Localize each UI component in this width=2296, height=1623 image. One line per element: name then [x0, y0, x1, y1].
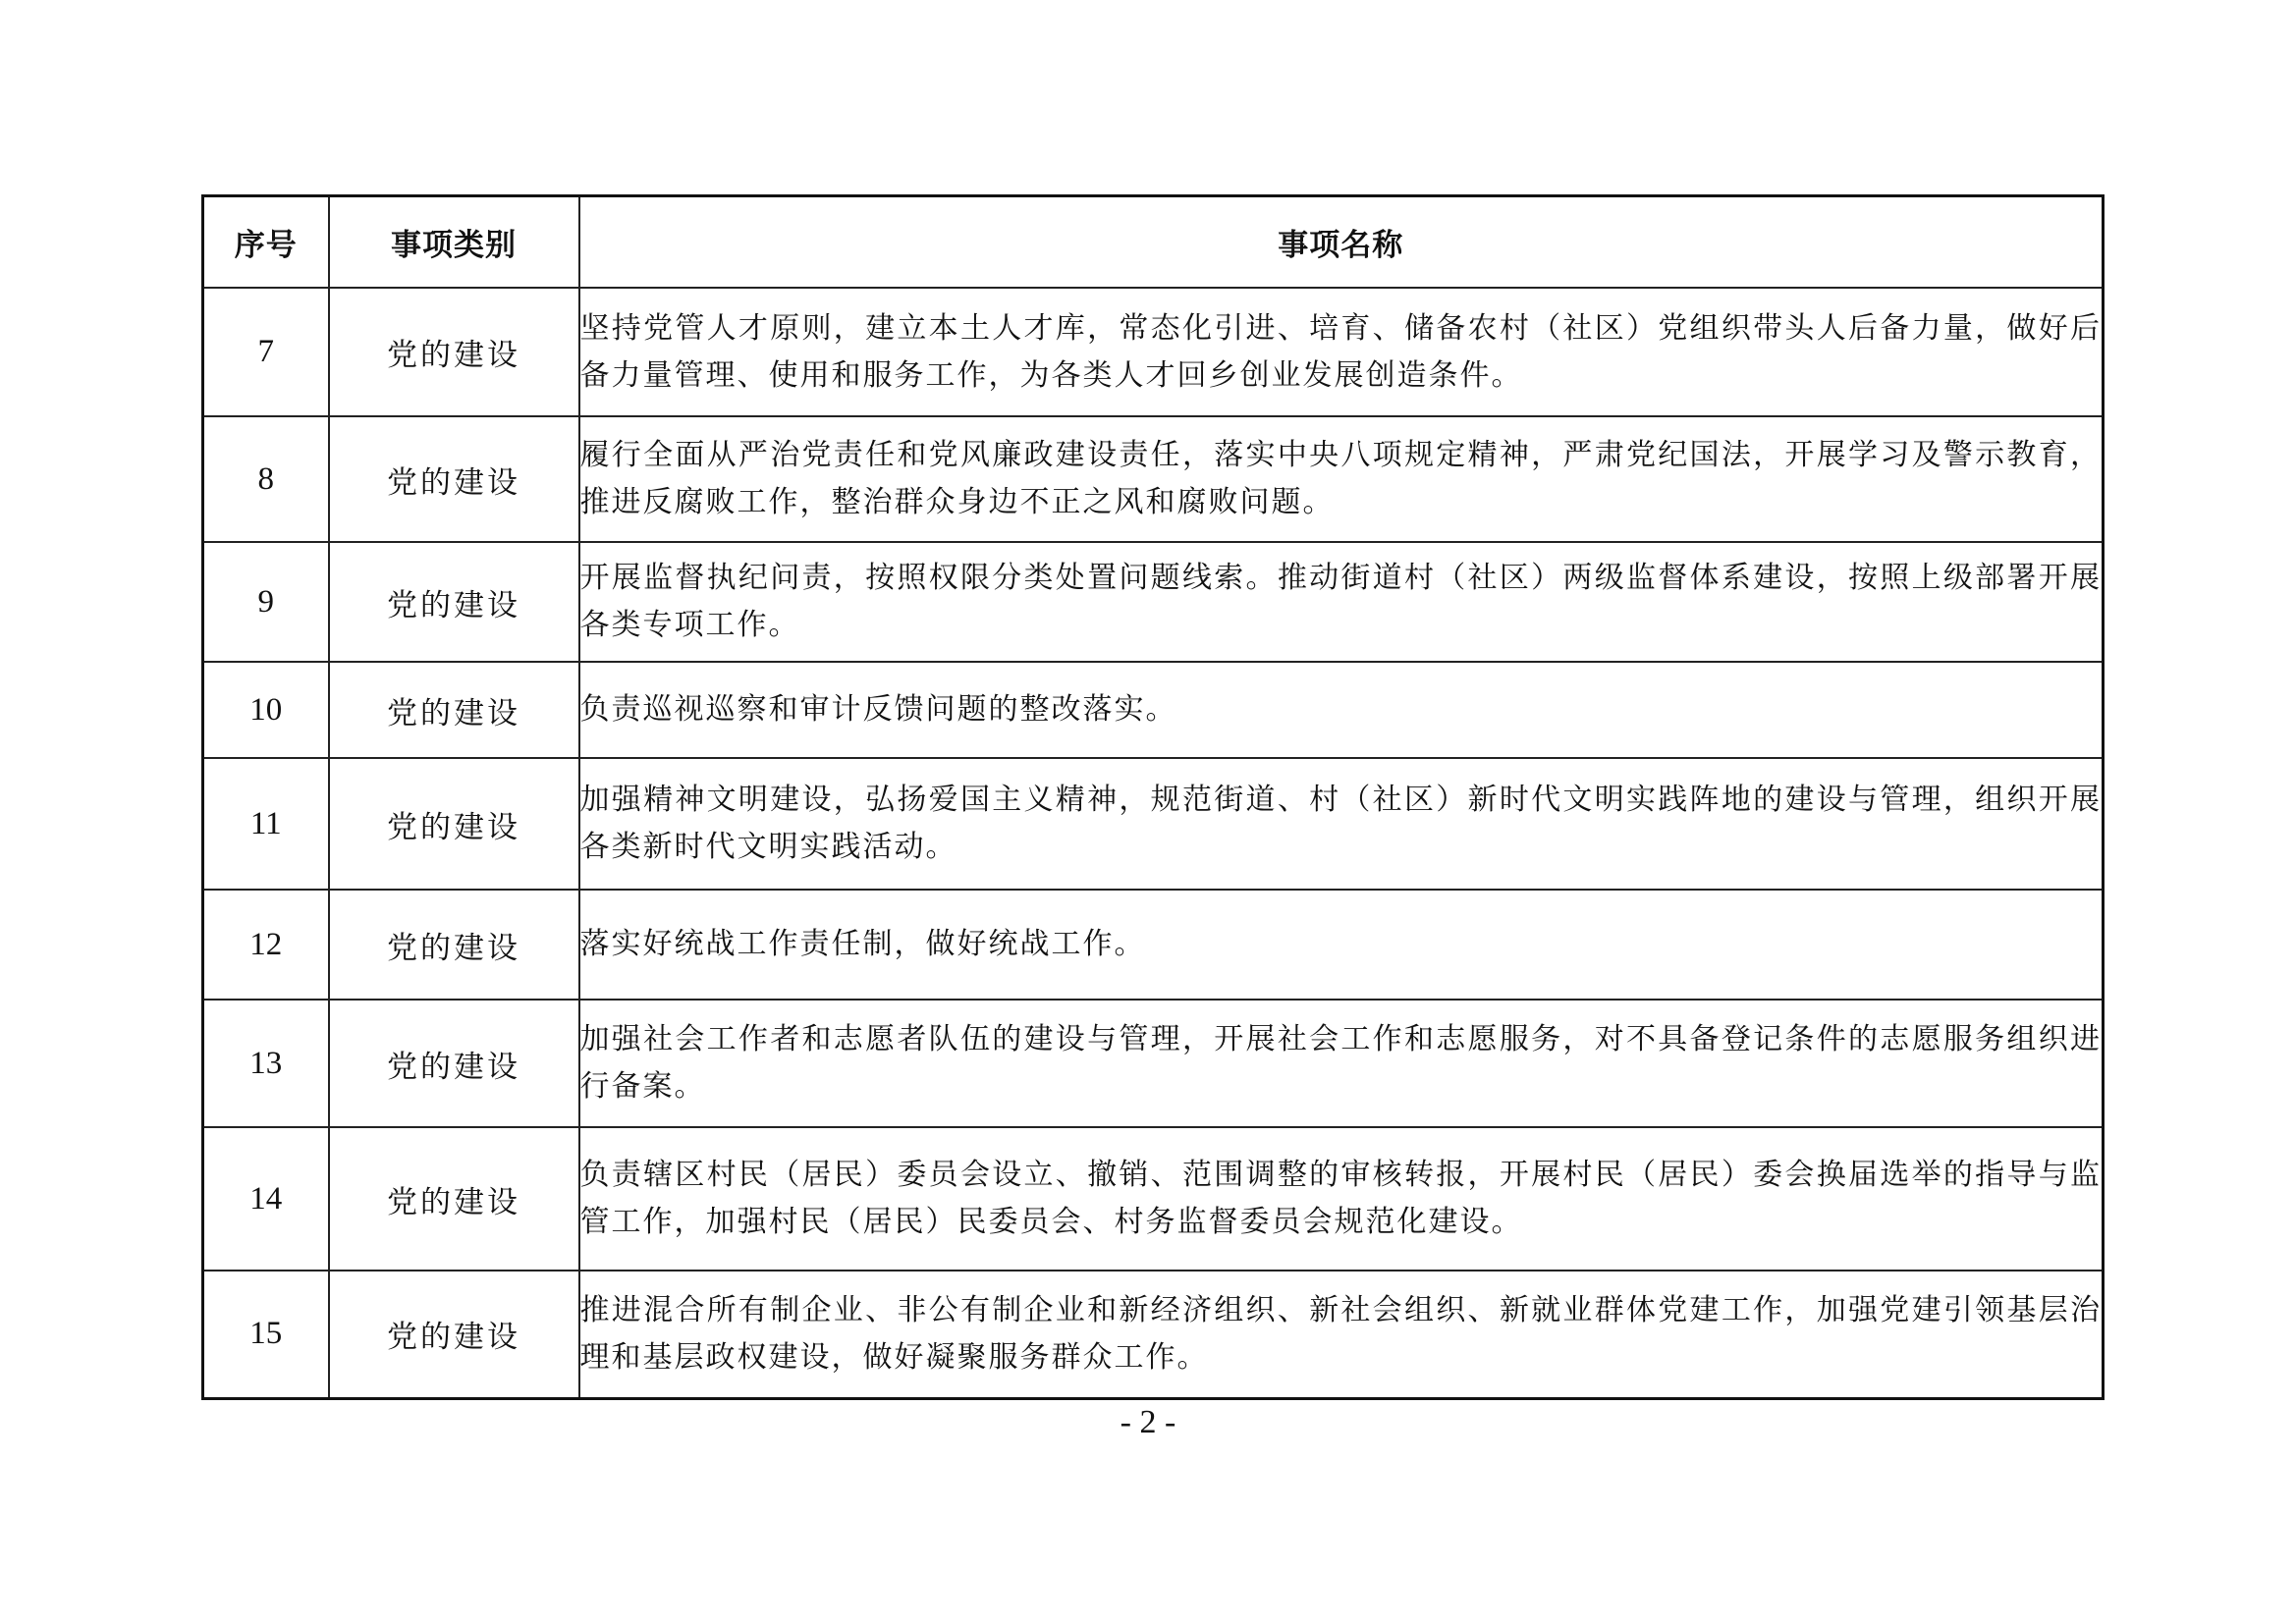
table-row [203, 890, 2104, 1000]
row-name: 落实好统战工作责任制，做好统战工作。 [579, 890, 2104, 1000]
table-row [203, 1000, 2104, 1127]
table-row [203, 1271, 2104, 1398]
table-row [203, 758, 2104, 890]
row-category: 党的建设 [329, 1271, 579, 1398]
row-category: 党的建设 [329, 1127, 579, 1271]
row-category: 党的建设 [329, 1000, 579, 1127]
row-category: 党的建设 [329, 662, 579, 758]
table-row [203, 1127, 2104, 1271]
row-category: 党的建设 [329, 758, 579, 890]
table-row [203, 542, 2104, 662]
row-name: 加强社会工作者和志愿者队伍的建设与管理，开展社会工作和志愿服务，对不具备登记条件的志愿服务组织进行备案。 [579, 1000, 2104, 1127]
header-row [203, 196, 2104, 289]
row-no: 11 [203, 758, 329, 890]
items-table [201, 194, 2105, 1400]
table-header [203, 196, 2104, 289]
page-number: - 2 - [1120, 1404, 1176, 1440]
header-name: 事项名称 [579, 196, 2104, 289]
row-name: 坚持党管人才原则，建立本土人才库，常态化引进、培育、储备农村（社区）党组织带头人后备力量，做好后备力量管理、使用和服务工作，为各类人才回乡创业发展创造条件。 [579, 288, 2104, 416]
row-name: 开展监督执纪问责，按照权限分类处置问题线索。推动街道村（社区）两级监督体系建设，按照上级部署开展各类专项工作。 [579, 542, 2104, 662]
row-name: 负责巡视巡察和审计反馈问题的整改落实。 [579, 662, 2104, 758]
row-no: 13 [203, 1000, 329, 1127]
row-no: 8 [203, 416, 329, 542]
row-no: 15 [203, 1271, 329, 1398]
row-no: 12 [203, 890, 329, 1000]
row-name: 履行全面从严治党责任和党风廉政建设责任，落实中央八项规定精神，严肃党纪国法，开展学习及警示教育，推进反腐败工作，整治群众身边不正之风和腐败问题。 [579, 416, 2104, 542]
header-category: 事项类别 [329, 196, 579, 289]
row-no: 14 [203, 1127, 329, 1271]
row-category: 党的建设 [329, 288, 579, 416]
row-name: 推进混合所有制企业、非公有制企业和新经济组织、新社会组织、新就业群体党建工作，加强党建引领基层治理和基层政权建设，做好凝聚服务群众工作。 [579, 1271, 2104, 1398]
row-category: 党的建设 [329, 890, 579, 1000]
row-category: 党的建设 [329, 542, 579, 662]
row-category: 党的建设 [329, 416, 579, 542]
table-row [203, 288, 2104, 416]
row-no: 10 [203, 662, 329, 758]
row-no: 7 [203, 288, 329, 416]
row-no: 9 [203, 542, 329, 662]
table-row [203, 416, 2104, 542]
table-row [203, 662, 2104, 758]
row-name: 负责辖区村民（居民）委员会设立、撤销、范围调整的审核转报，开展村民（居民）委会换届选举的指导与监管工作，加强村民（居民）民委员会、村务监督委员会规范化建设。 [579, 1127, 2104, 1271]
table-body [203, 288, 2104, 1398]
row-name: 加强精神文明建设，弘扬爱国主义精神，规范街道、村（社区）新时代文明实践阵地的建设与管理，组织开展各类新时代文明实践活动。 [579, 758, 2104, 890]
header-no: 序号 [203, 196, 329, 289]
